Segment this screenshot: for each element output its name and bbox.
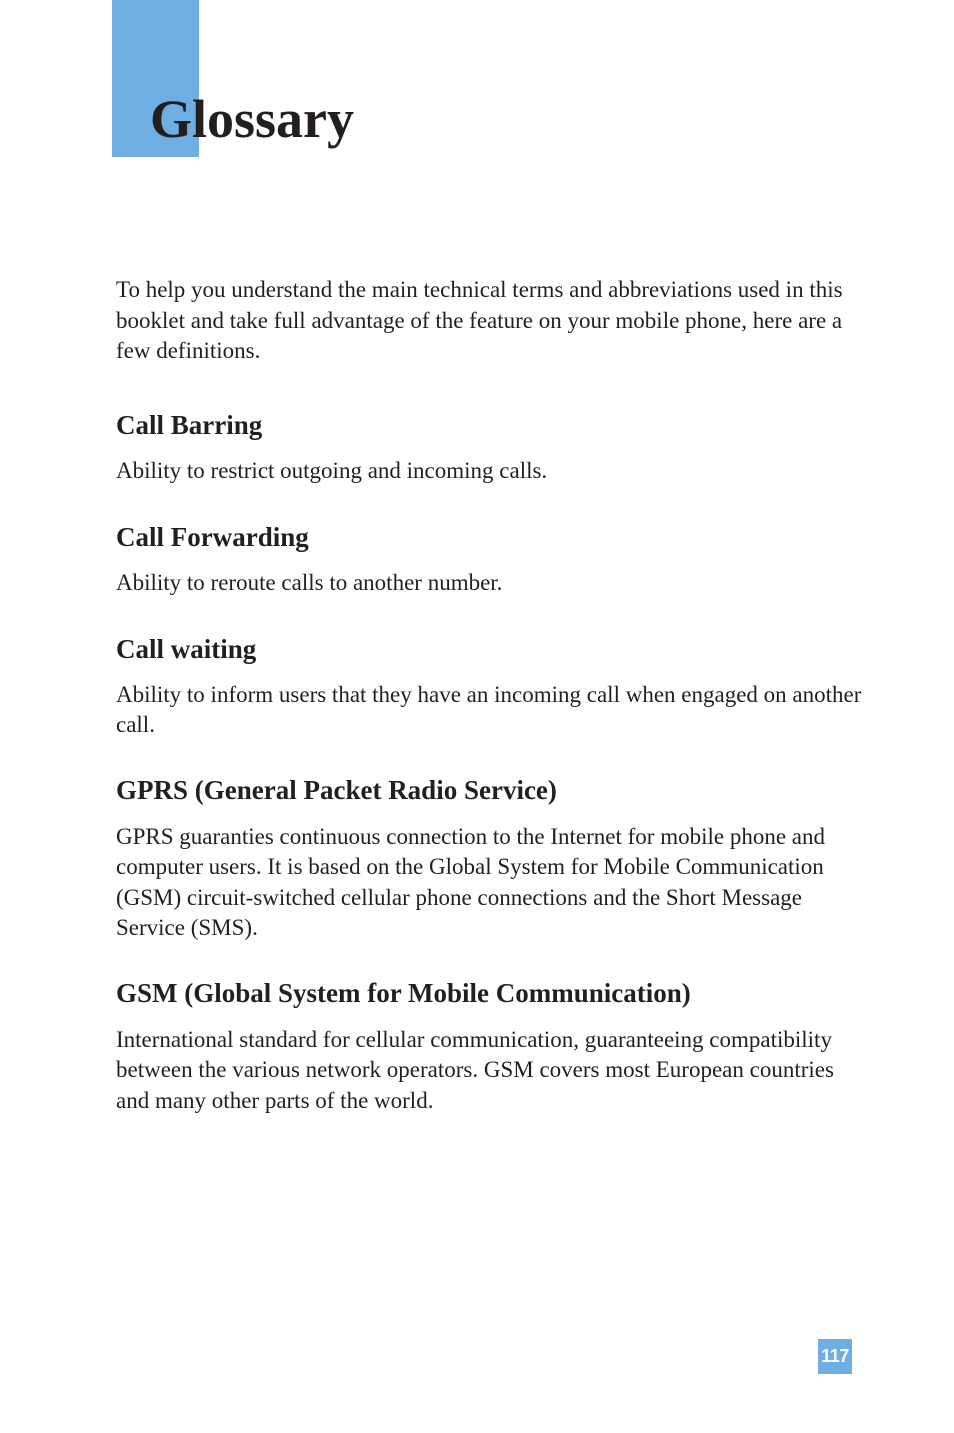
glossary-entry-call-barring (116, 408, 866, 487)
entry-term: Call Forwarding (116, 522, 309, 552)
glossary-entry-gprs (116, 773, 866, 944)
glossary-content (116, 275, 866, 1116)
entry-definition: GPRS guaranties continuous connection to the Internet for mobile phone and computer users. It is based on the Global System for Mobile Communication (GSM) circuit-switched cellular phone connections and the Short Message Service (SMS). (116, 823, 826, 940)
entry-definition: International standard for cellular communication, guaranteeing compatibility between the various network operators. GSM covers most European countries and many other parts of the world. (116, 1026, 834, 1113)
entry-definition: Ability to restrict outgoing and incoming calls. (116, 457, 548, 483)
entry-definition: Ability to reroute calls to another number. (116, 570, 503, 595)
entry-term: GPRS (General Packet Radio Service) (116, 774, 557, 805)
intro-paragraph: To help you understand the main technical terms and abbreviations used in this booklet and take full advantage of the feature on your mobile phone, here are a few definitions. (116, 277, 843, 363)
page-title: Glossary (150, 89, 355, 149)
page-number-badge: 117 (818, 1339, 852, 1374)
entry-term: Call Barring (116, 409, 263, 440)
glossary-entry-call-forwarding (116, 520, 866, 599)
glossary-entry-call-waiting (116, 632, 866, 741)
entry-definition: Ability to inform users that they have an incoming call when engaged on another call. (116, 681, 862, 737)
glossary-entry-gsm (116, 976, 866, 1117)
entry-term: Call waiting (116, 633, 257, 664)
entry-term: GSM (Global System for Mobile Communication) (116, 977, 691, 1008)
